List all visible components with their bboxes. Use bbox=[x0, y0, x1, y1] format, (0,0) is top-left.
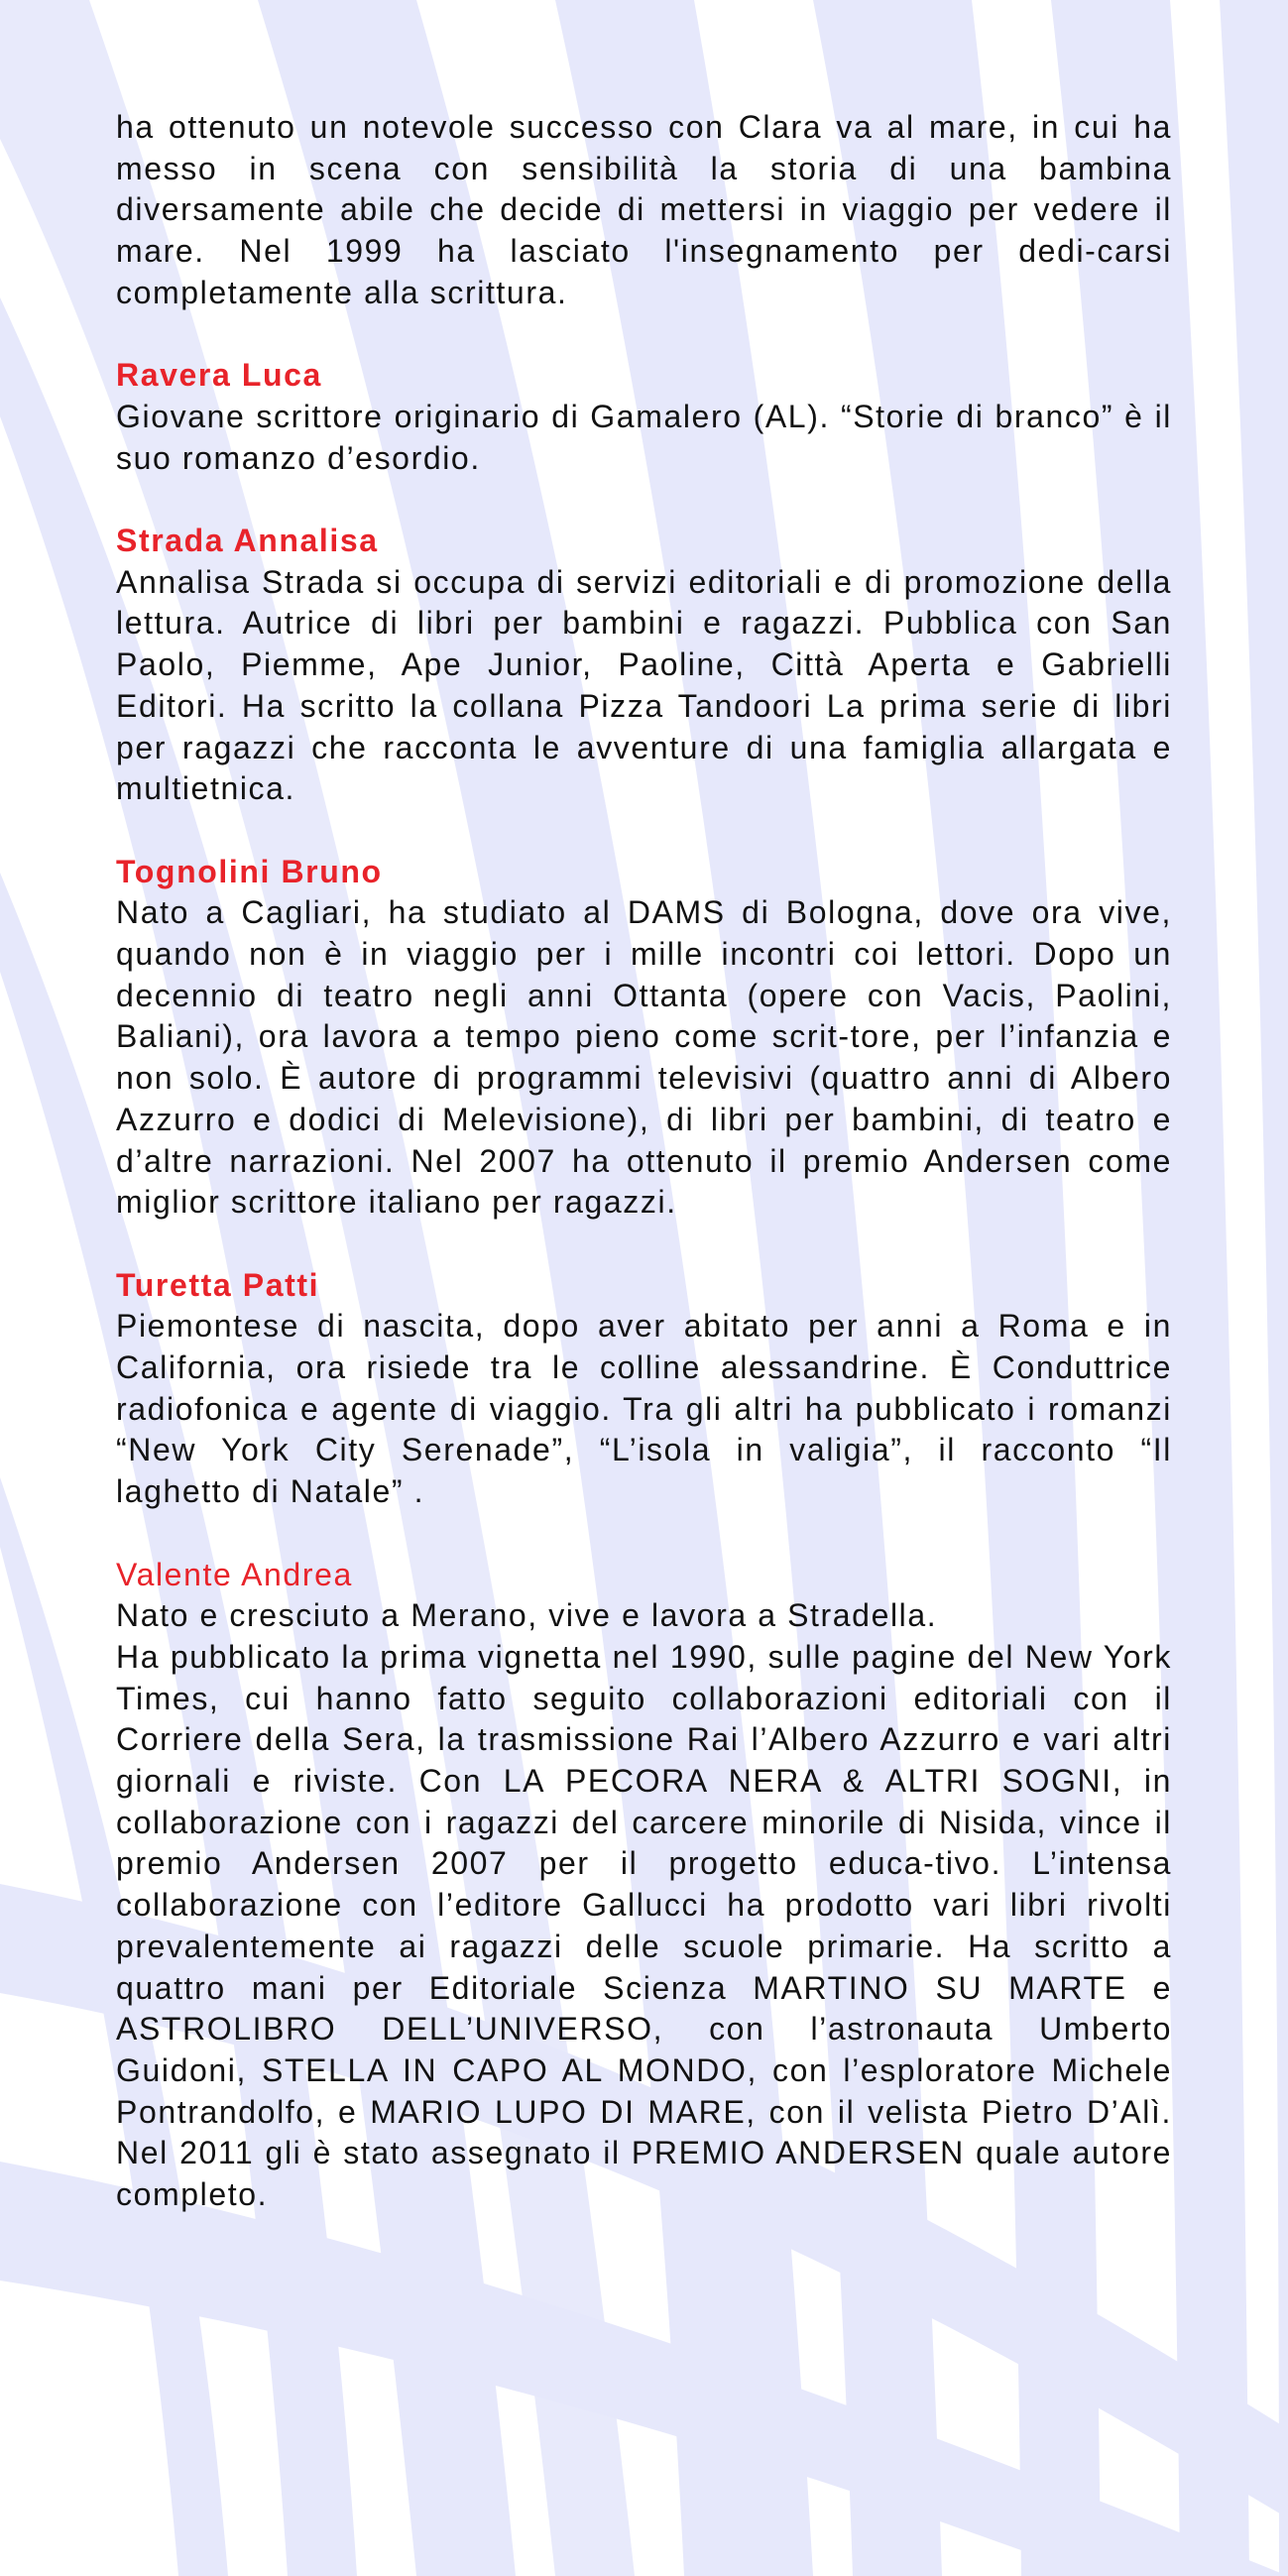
author-entry-strada-annalisa bbox=[116, 521, 1172, 810]
author-entry-valente-andrea bbox=[116, 1555, 1172, 2216]
author-bio-intro: Nato e cresciuto a Merano, vive e lavora a Stradella. bbox=[116, 1597, 938, 1634]
author-bio: Nato a Cagliari, ha studiato al DAMS di Bologna, dove ora vive, quando non è in viaggio per i mille incontri coi lettori. Dopo un decennio di teatro negli anni Ottanta (opere con Vacis, Paolini, Baliani), ora lavora a tempo pieno come scrit-tore, per l’infanzia e non solo. È autore di programmi televisivi (quattro anni di Albero Azzurro e dodici di Melevisione), di libri per bambini, di teatro e d’altre narrazioni. Nel 2007 ha ottenuto il premio Andersen come miglior scrittore italiano per ragazzi. bbox=[116, 894, 1172, 1221]
author-entry-ravera-luca bbox=[116, 355, 1172, 479]
author-bio: Annalisa Strada si occupa di servizi editoriali e di promozione della lettura. Autrice di libri per bambini e ragazzi. Pubblica con San Paolo, Piemme, Ape Junior, Paoline, Città Aperta e Gabrielli Editori. Ha scritto la collana Pizza Tandoori La prima serie di libri per ragazzi che racconta le avventure di una famiglia allargata e multietnica. bbox=[116, 563, 1172, 807]
author-name: Turetta Patti bbox=[116, 1266, 320, 1303]
intro-paragraph: ha ottenuto un notevole successo con Clara va al mare, in cui ha messo in scena con sensibilità la storia di una bambina diversamente abile che decide di mettersi in viaggio per vedere il mare. Nel 1999 ha lasciato l'insegnamento per dedi-carsi completamente alla scrittura. bbox=[116, 109, 1172, 310]
author-bio: Giovane scrittore originario di Gamalero (AL). “Storie di branco” è il suo romanzo d’esordio. bbox=[116, 398, 1172, 476]
author-entry-turetta-patti bbox=[116, 1265, 1172, 1513]
author-name: Valente Andrea bbox=[116, 1556, 353, 1592]
author-name: Strada Annalisa bbox=[116, 523, 379, 558]
document-body bbox=[116, 107, 1172, 2216]
author-name: Tognolini Bruno bbox=[116, 853, 383, 889]
author-bio: Ha pubblicato la prima vignetta nel 1990, sulle pagine del New York Times, cui hanno fatto seguito collaborazioni editoriali con il Corriere della Sera, la trasmissione Rai l’Albero Azzurro e vari altri giornali e riviste. Con LA PECORA NERA & ALTRI SOGNI, in collaborazione con i ragazzi del carcere minorile di Nisida, vince il premio Andersen 2007 per il progetto educa-tivo. L’intensa collaborazione con l’editore Gallucci ha prodotto vari libri rivolti prevalentemente ai ragazzi delle scuole primarie. Ha scritto a quattro mani per Editoriale Scienza MARTINO SU MARTE e ASTROLIBRO DELL’UNIVERSO, con l’astronauta Umberto Guidoni, STELLA IN CAPO AL MONDO, con l’esploratore Michele Pontrandolfo, e MARIO LUPO DI MARE, con il velista Pietro D’Alì. Nel 2011 gli è stato assegnato il PREMIO ANDERSEN quale autore completo. bbox=[116, 1638, 1172, 2213]
author-bio: Piemontese di nascita, dopo aver abitato per anni a Roma e in California, ora risiede tra le colline alessandrine. È Conduttrice radiofonica e agente di viaggio. Tra gli altri ha pubblicato i romanzi “New York City Serenade”, “L’isola in valigia”, il racconto “Il laghetto di Natale” . bbox=[116, 1308, 1172, 1510]
author-entry-tognolini-bruno bbox=[116, 852, 1172, 1224]
author-name: Ravera Luca bbox=[116, 357, 322, 394]
